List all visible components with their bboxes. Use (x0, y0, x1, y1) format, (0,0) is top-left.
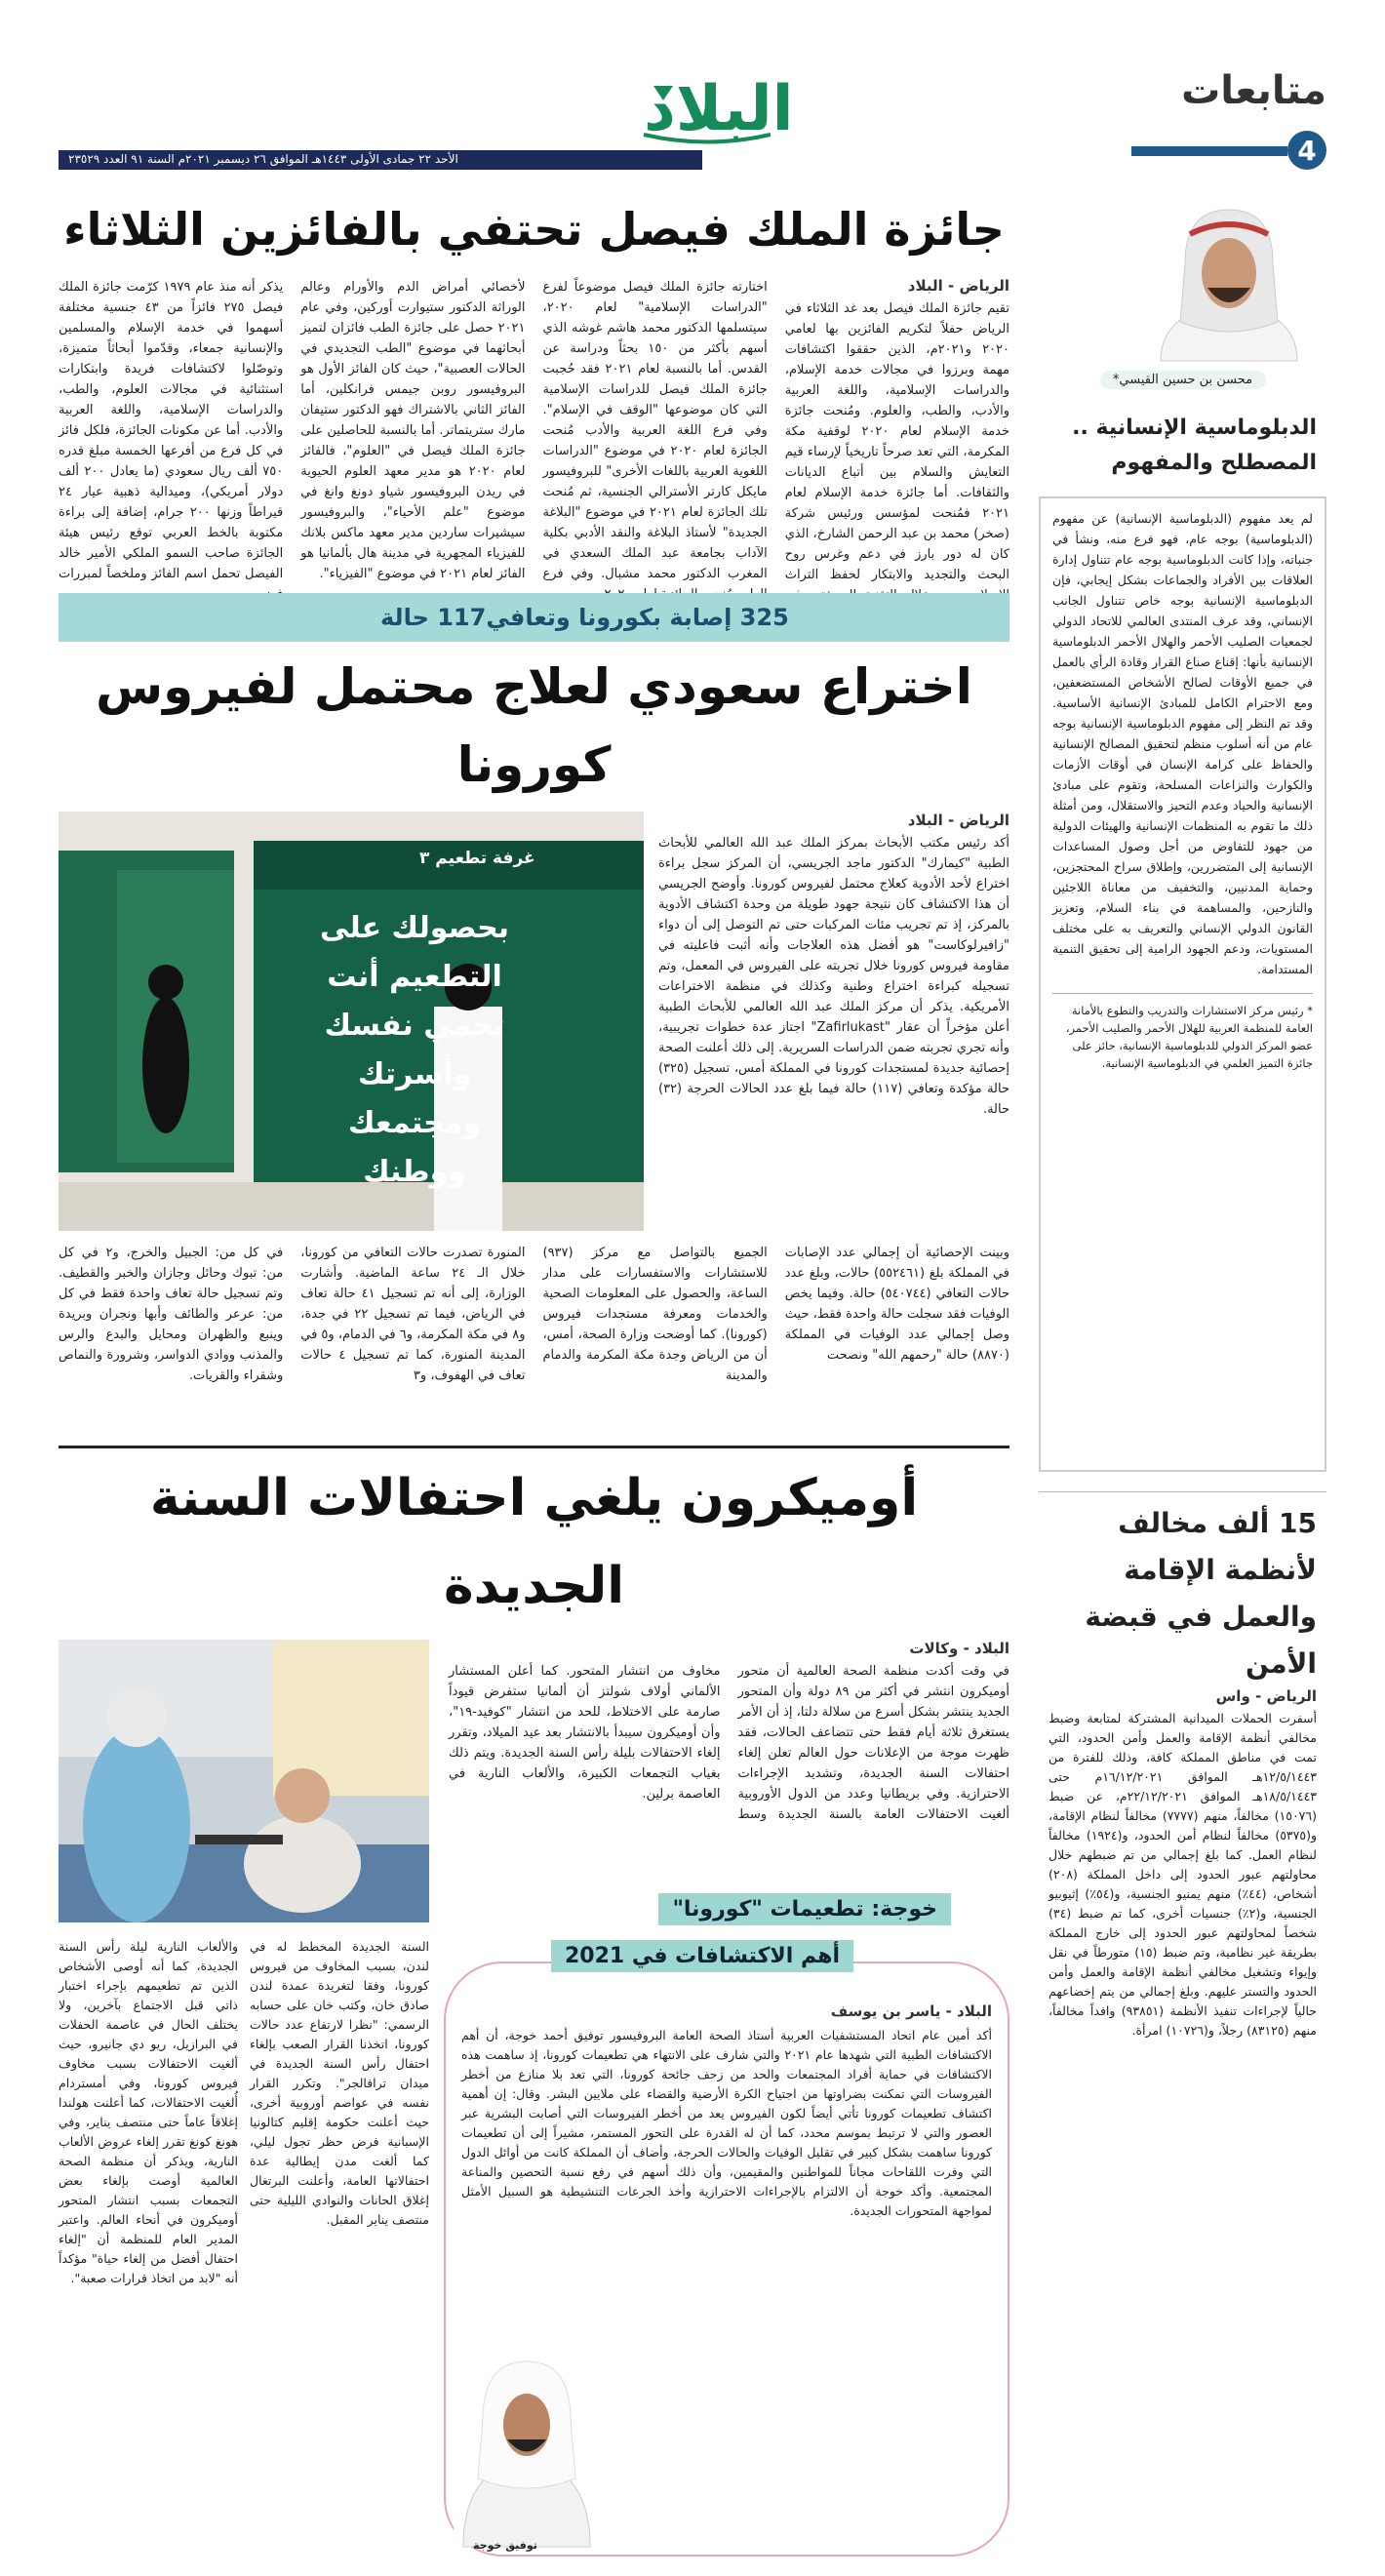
column-footnote: * رئيس مركز الاستشارات والتدريب والتطوع بالأمانة العامة للمنظمة العربية للهلال الأحمر والصليب الأحمر، عضو المركز الدولي للدبلوماسية الإنسانية، حائز على جائزة التميز العلمي في الدبلوماسية الإنسانية. (1052, 993, 1313, 1072)
story1-col-4: يذكر أنه منذ عام ١٩٧٩ كرّمت جائزة الملك فيصل ٢٧٥ فائزاً من ٤٣ جنسية مختلفة أسهموا في خدمة الإسلام والمسلمين والإنسانية جمعاء، وقدّموا أبحاثاً متميزة، وتوصّلوا لاكتشافات فريدة وابتكارات استثنائية في مجالات العلوم، والطب، والدراسات الإسلامية، واللغة العربية والأدب. أما عن مكونات الجائزة، فلكل فائز في كل فرع من أفرعها الخمسة مبلغ قدره ٧٥٠ ألف ريال سعودي (ما يعادل ٢٠٠ ألف دولار أمريكي)، وميدالية ذهبية عيار ٢٤ قيراطاً وزنها ٢٠٠ جرام، إضافة إلى براءة مكتوبة بالخط العربي توقع رئيس هيئة الجائزة صاحب السمو الملكي الأمير خالد الفيصل تحمل اسم الفائز وملخصاً لمبررات (59, 280, 284, 581)
story1-byline: الرياض - البلاد (907, 277, 1009, 295)
story2-banner (59, 593, 1009, 642)
inset-byline: البلاد - ياسر بن يوسف (830, 2002, 992, 2020)
opinion-sidebar (1039, 195, 1326, 2333)
dateline: الأحد ٢٢ جمادى الأولى ١٤٤٣هـ الموافق ٢٦ ديسمبر ٢٠٢١م السنة ٩١ العدد ٢٣٥٢٩ (59, 150, 702, 170)
section-title: متابعات (1181, 68, 1326, 113)
story2-text (658, 812, 1009, 1231)
photo-sign-slogan: بحصولك على التطعيم أنت تحمي نفسك وأسرتك ومجتمعك ووطنك (320, 911, 509, 1189)
story2-byline: الرياض - البلاد (907, 812, 1009, 829)
story3-headline: أوميكرون يلغي احتفالات السنة الجديدة (149, 1469, 919, 1615)
story1-col-2: اختارته جائزة الملك فيصل موضوعاً لفرع "الدراسات الإسلامية" لعام ٢٠٢٠، سيتسلمها الدكتور محمد هاشم غوشه الذي أسهم بأكثر من ١٥٠ بحثاً ودراسة عن القدس. أما بالنسبة لعام ٢٠٢١ فقد حُجبت جائزة الملك فيصل للدراسات الإسلامية التي كان موضوعها "الوقف في الإسلام". وفي فرع اللغة العربية والأدب مُنحت الجائزة لعام ٢٠٢٠ في موضوع "الدراسات اللغوية العربية باللغات الأخرى" للبروفيسور مايكل كارتر الأسترالي الجنسية، ثم مُنحت تلك الجائزة لعام ٢٠٢١ في موضوع "البلاغة الجديدة" لأستاذ البلاغة والنقد الأدبي بكلية الآداب بجامعة عبد الملك السعدي في المغرب الدكتور محمد مشبال. وفي فرع (542, 280, 768, 581)
story2-col-4: في كل من: الجبيل والخرج، و٢ في كل من: تبوك وحائل وجازان والخبر والقطيف. وتم تسجيل حالة تعاف واحدة فقط في كل من: عرعر والطائف وأبها ونجران وبريدة وينبع والظهران ومحايل والبدع والرس والمذنب ووادي الدواسر، وشرورة والنماص وشقراء والقريات. (59, 1246, 284, 1383)
inset-tag-subtitle: أهم الاكتشافات في 2021 (551, 1940, 853, 1972)
vaccination-room-photo (59, 812, 644, 1231)
story2-banner-text: 325 إصابة بكورونا وتعافي117 حالة (380, 604, 789, 631)
page-number: 4 (1287, 131, 1326, 170)
story2-col-1: وبينت الإحصائية أن إجمالي عدد الإصابات في المملكة بلغ (٥٥٢٤٦١) حالات، وبلغ عدد حالات التعافي (٥٤٠٧٤٤) حالة. وفيما يخص الوفيات فقد سجلت حالة واحدة فقط، حيث وصل إجمالي عدد الوفيات في المملكة (٨٨٧٠) حالة "رحمهم الله" ونصحت (784, 1246, 1009, 1363)
side-story-body: أسفرت الحملات الميدانية المشتركة لمتابعة وضبط مخالفي أنظمة الإقامة والعمل وأمن الحدود، التي تمت في مناطق المملكة كافة، وذلك للفترة من ١٢/٥/١٤٤٣هـ الموافق ١٦/١٢/٢٠٢١م حتى ١٨/٥/١٤٤٣هـ الموافق ٢٢/١٢/٢٠٢١م، عن ضبط (١٥٠٧٦) مخالفاً، منهم (٧٧٧٧) مخالفاً لنظام الإقامة، و(٥٣٧٥) مخالفاً لنظام أمن الحدود، و(١٩٢٤) مخالفاً لنظام العمل. كما بلغ إجمالي من تم ضبطهم خلال محاولتهم عبور الحدود إلى داخل المملكة (٢٠٨) أشخاص، (٤٤٪) منهم يمنيو الجنسية، و(٥٤٪) إثيوبيو الجنسية، و(٢٪) جنسيات أخرى، كما تم ضبط (٣٤) شخصاً لمحاولتهم عبور الحدود إلى خارج المملكة بطريقة غير نظامية، وتم ضبط (١٥) متورطاً في نقل وإيواء وتشغيل مخالفي أنظمة الإقامة والعمل وأمن الحدود والتستر عليهم. وبلغ إجمالي من يتم إخضاعهم حالياً لإجراءات تنفيذ الأنظمة (٩٣٨٥١) وافداً مخالفاً، منهم (٨٣١٢٥) رجلاً، و(١٠٧٢٦) امرأة. (1049, 1711, 1318, 2038)
side-story-headline: 15 ألف مخالف لأنظمة الإقامة والعمل في قبضة الأمن (1085, 1507, 1317, 1680)
columnist-photo (1131, 195, 1326, 361)
story1-col-3: لأخصائي أمراض الدم والأورام وعالم الوراثة الدكتور ستيوارت أوركين، وفي عام ٢٠٢١ حصل على جائزة الطب فائزان لتميز أبحاثهما في موضوع "الطب التجديدي في الحالات العصبية"، حيث كان الفائز الأول هو البروفيسور روبن جيمس فرانكلين، أما الفائز الثاني بالاشتراك فهو الدكتور ستيفان مارك ستريتماتر. أما بالنسبة للحاصلين على جائزة الملك فيصل في "العلوم"، فالفائز لعام ٢٠٢٠ هو مدير معهد العلوم الحيوية في ريدن البروفيسور شياو دونغ وانغ في موضوع "علم الأحياء"، والبروفيسور سيشيرات ساردين مدير معهد ماكس بلانك للفيزياء المجهرية في مدينة هال بألمانيا هو الفائز لعام ٢٠٢١ في موضوع "الفيزياء". (300, 280, 526, 581)
story2-col-2: الجميع بالتواصل مع مركز (٩٣٧) للاستشارات والاستفسارات على مدار الساعة، والحصول على المعلومات الصحية والخدمات ومعرفة مستجدات فيروس (كورونا). كما أوضحت وزارة الصحة، أمس، أن من الرياض وجدة مكة المكرمة والدمام والمدينة (542, 1246, 768, 1383)
story3-lower-columns (59, 1937, 429, 2552)
side-story (1039, 1491, 1326, 2333)
khoja-inset (444, 1893, 1009, 2556)
photo-sign-room: غرفة تطعيم ٣ (419, 849, 535, 868)
story3-body: في وقت أكدت منظمة الصحة العالمية أن متحور أوميكرون انتشر في أكثر من ٨٩ دولة وأن المتحور الجديد ينتشر بشكل أسرع من سلالة دلتا، إذ أن الأمر يستغرق ثلاثة أيام فقط حتى تتضاعف الحالات، فقد ظهرت موجة من الإعلانات حول العالم تعلن إلغاء احتفالات السنة الجديدة، وتشديد الإجراءات الاحترازية. وفي بريطانيا وعدد من الدول الأوروبية ألغيت الاحتفالات العامة بالسنة الجديدة وسط مخاوف من انتشار المتحور. كما أعلن المستشار الألماني أولاف شولتز أن ألمانيا ستفرض قيوداً صارمة على الاختلاط، للحد من انتشار "كوفيد-١٩"، وأن أوميكرون سيبدأ بالانتشار بعد عيد الميلاد، وتقرر إلغاء الاحتفالات بليلة رأس السنة الجديدة. ويتم ذلك بغياب التجمعات الكبيرة، والألعاب النارية في العاصمة برلين. (449, 1664, 1010, 1822)
side-story-byline: الرياض - واس (1215, 1687, 1317, 1705)
story-omicron (59, 1454, 1009, 2576)
story3-text (449, 1640, 1009, 1883)
logo-text: البلاد (644, 73, 794, 145)
story2-headline: اختراع سعودي لعلاج محتمل لفيروس كورونا (96, 658, 972, 793)
masthead (59, 68, 1326, 176)
story-corona-invention (59, 593, 1009, 1446)
vaccination-clinic-photo (59, 1640, 429, 1922)
story2-body: أكد رئيس مكتب الأبحاث بمركز الملك عبد الله العالمي للأبحاث الطبية "كيمارك" الدكتور ماجد الجريسي، أن المركز سجل براءة اختراع لأحد الأدوية كعلاج محتمل لفيروس كورونا. وأوضح الجريسي أن هذا الاكتشاف كان نتيجة جهود طويلة من وحدة اكتشاف الأدوية بالمركز، إذ تم تجريب مئات المركبات حتى تم التوصل إلى أن دواء "زافيرلوكاست" هو أفضل هذه العلاجات وأنه أثبت فاعليته في مقاومة فيروس كورونا خلال تجربته على الفيروس في المعمل، وتم تسجيله كبراءة اختراع وطنية وكذلك في منظمة الاختراعات الأمريكية. يذكر أن مركز الملك عبد الله العالمي للأبحاث الطبية أعلن مؤخراً أن عقار "Zafirlukast" اجتاز عدة خطوات تجريبية، وأنه تجري تجربته ضمن الدراسات السريرية. إلى ذلك أعلنت الصحة إحصائية جديدة لمستجدات كورونا في المملكة أمس، تسجيل (٣٢٥) حالة مؤكدة وتعافي (١١٧) حالة فيما بلغ عدد الحالات الحرجة (٣٢) حالة. (658, 836, 1010, 1117)
column-body: لم يعد مفهوم (الدبلوماسية الإنسانية) عن مفهوم (الدبلوماسية) بوجه عام، فهو فرع منه، ونشأ في جنباته، وإذا كانت الدبلوماسية بوجه عام تتناول إدارة العلاقات بين الأفراد والجماعات بشكل إيجابي، فإن الدبلوماسية الإنسانية بوجه خاص تتناول الجانب الإنساني، وقد عرف المنتدى العالمي للاتحاد الدولي لجمعيات الصليب الأحمر والهلال الأحمر الدبلوماسية الإنسانية بأنها: إقناع صناع القرار وقادة الرأي بالعمل في جميع الأوقات لصالح الأشخاص المستضعفين، ومع الاحترام الكامل للمبادئ الإنسانية الأساسية. وقد تم النظر إلى مفهوم الدبلوماسية الإنسانية بوجه عام من أنه أسلوب منظم لتحقيق المصالح الإنسانية والحفاظ على كرامة الإنسان في أوقات الأزمات والكوارث والنزاعات المسلحة، وتقوم على مبادئ الإنسانية والحياد وعدم التحيز والاستقلال، ومن أمثلة ذلك ما تقوم به المنظمات الإنسانية والهيئات الدولية من جهود للتفاوض من أجل وصول المساعدات الإنسانية إلى المتضررين، وإطلاق سراح المحتجزين، وحماية المدنيين، والتخفيف من معاناة اللاجئين والنازحين، والمساهمة في بناء السلام، وتعزيز القانون الدولي الإنساني والتعريف به على مختلف المستويات، ودعم الجهود الرامية إلى تحقيق التنمية المستدامة. (1052, 511, 1313, 976)
section-divider (59, 1446, 1009, 1448)
khoja-portrait (454, 2332, 600, 2547)
column-box (1039, 496, 1326, 1472)
portrait-caption: توفيق خوجة (473, 2539, 537, 2552)
story3-col-1: السنة الجديدة المخطط له في لندن، بسبب المخاوف من فيروس كورونا، وفقا لتغريدة عمدة لندن صادق خان، وكتب خان على حسابه الرسمي: "نظرا لارتفاع عدد حالات كورونا، اتخذنا القرار الصعب بإلغاء احتفال رأس السنة الجديدة في ميدان ترافالجر". وتكرر القرار نفسه في عواصم أوروبية أخرى، حيث أعلنت حكومة إقليم كتالونيا الإسبانية فرض حظر تجول ليلي، كما ألغت مدن إيطالية عدة احتفالاتها العامة، وأعلنت البرتغال إغلاق الحانات والنوادي الليلية حتى منتصف يناير المقبل. (250, 1939, 429, 2227)
story3-byline: البلاد - وكالات (909, 1640, 1009, 1657)
story3-col-2: والألعاب النارية ليلة رأس السنة الجديدة، كما أنه أوصى الأشخاص الذين تم تطعيمهم بإجراء اختبار ذاتي قبل الاجتماع بآخرين، ولا يختلف الحال في عاصمة الحفلات في البرازيل، ريو دي جانيرو، حيث ألغيت الاحتفالات بسبب مخاوف فيروس كورونا، وفي أمستردام أُلغيت الاحتفالات، كما أعلنت هولندا إغلاقاً عاماً حتى منتصف يناير، وفي هونغ كونغ تقرر إلغاء عروض الألعاب النارية، ويذكر أن منظمة الصحة العالمية أوصت بإلغاء بعض التجمعات بسبب انتشار المتحور أوميكرون في أنحاء العالم. واعتبر المدير العام للمنظمة أن "إلغاء احتفال أفضل من إلغاء حياة" مؤكداً أنه "لابد من اتخاذ قرارات صعبة". (59, 1939, 238, 2285)
story1-headline: جائزة الملك فيصل تحتفي بالفائزين الثلاثاء (63, 203, 1005, 256)
inset-body: أكد أمين عام اتحاد المستشفيات العربية أستاذ الصحة العامة البروفيسور توفيق أحمد خوجة، أن أهم الاكتشافات الطبية التي شهدها عام ٢٠٢١ والتي شارف على الانتهاء هي تطعيمات كورونا، إذ ساهمت هذه الاكتشافات في حماية أفراد المجتمعات والحد من زحف جائحة كورونا، التي تعد بلا منازع من أخطر الفيروسات التي تمكنت بضراوتها من اجتياح الكرة الأرضية والقضاء على ملايين البشر. وقال: إن أهمية اكتشاف تطعيمات كورونا تأتي أيضاً لكون الفيروس يعد من أخطر الفيروسات التي أصابت البشرية عبر العصور والتي لا ترتبط بموسم محدد، كما أن له القدرة على التحور المستمر، مشيراً إلى أن تطعيمات كورونا ساهمت بشكل كبير في تقليل الوفيات والحالات الحرجة، وأضاف أن المملكة كانت من أوائل الدول التي وفرت اللقاحات مجاناً للمواطنين والمقيمين، وأن ذلك أسهم في رفع نسبة التحصين والمناعة المجتمعية. وأكد خوجة أن الالتزام بالإجراءات الاحترازية وأخذ الجرعات التنشيطية هو السبيل الأمثل لمواجهة المتحورات الجديدة. (461, 2028, 992, 2218)
section-rule (1131, 146, 1287, 156)
columnist-name: محسن بن حسين القيسي* (1100, 371, 1266, 389)
story2-col-3: المنورة تصدرت حالات التعافي من كورونا، خلال الـ ٢٤ ساعة الماضية. وأشارت الوزارة، إلى أنه تم تسجيل ٤١ حالة تعاف في الرياض، فيما تم تسجيل ٢٢ في جدة، و٨ في مكة المكرمة، و٦ في الدمام، و٥ في المدينة المنورة، كما تم تسجيل ٤ حالات تعاف في الهفوف، و٣ (300, 1246, 526, 1383)
inset-tag-title: خوجة: تطعيمات "كورونا" (658, 1893, 951, 1925)
story1-col-1: تقيم جائزة الملك فيصل بعد غد الثلاثاء في الرياض حفلاً لتكريم الفائزين بها لعامي ٢٠٢٠ و٢٠٢١م، الذين حققوا اكتشافات مهمة وبرزوا في مجالات خدمة الإسلام، والدراسات الإسلامية، واللغة العربية والأدب، والطب، والعلوم. ومُنحت جائزة خدمة الإسلام لعام ٢٠٢٠ لوقفية مكة المكرمة، التي تعد صرحاً تاريخياً لإرساء قيم التعايش والسلام بين أتباع الديانات والثقافات. أما جائزة خدمة الإسلام لعام ٢٠٢١ فمُنحت لمؤسس ورئيس شركة (صخر) محمد بن عبد الرحمن الشارخ، الذي كان له دور بارز في دعم وغرس روح البحث والتجديد والابتكار لحفظ التراث (784, 301, 1009, 582)
story-king-faisal-prize (59, 195, 1009, 582)
main-column (59, 195, 1009, 2576)
column-title: الدبلوماسية الإنسانية .. المصطلح والمفهوم (1072, 416, 1317, 475)
